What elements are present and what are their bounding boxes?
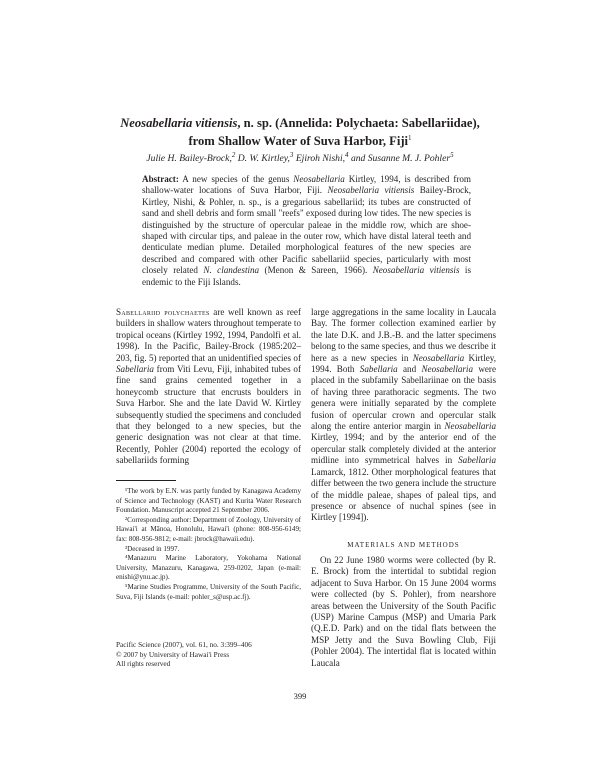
footnote-1: ¹The work by E.N. was partly funded by Kanagawa Academy of Science and Technology (KAST) and Kurita Water Research Foundation. Manuscript accepted 21 September 2006.: [116, 487, 301, 515]
footnote-3: ³Deceased in 1997.: [125, 544, 180, 553]
abstract-label: Abstract:: [142, 174, 179, 184]
text-run: Kirtley, 1994. Both: [311, 352, 496, 375]
methods-heading: MATERIALS AND METHODS: [347, 541, 460, 549]
intro-paragraph-right: [311, 307, 496, 524]
intro-right-body: [311, 307, 496, 522]
text-run: (Menon & Sareen, 1966).: [259, 265, 373, 276]
italic-run: N. clandestina: [203, 265, 260, 276]
journal-citation: Pacific Science (2007), vol. 61, no. 3:399–406: [116, 640, 252, 649]
author-3: Ejiroh Nishi,: [295, 153, 346, 164]
journal-copyright: © 2007 by University of Hawai'i Press: [116, 649, 230, 659]
text-run: Lamarck, 1812. Other morphological features that differ between the two genera include the structure of the middle paleae, shapes of paleal tips, and presence or absence of nuchal spines (see in Kirtley [1994]).: [311, 466, 496, 523]
author-2: D. W. Kirtley,: [237, 153, 290, 164]
italic-run: Neosabellaria: [412, 352, 465, 363]
text-run: were placed in the subfamily Sabellariinae on the basis of having three parathoracic segments. The two genera were initially separated by the complete fusion of opercular crown and opercular stalk along the entire anterior margin in: [311, 364, 496, 432]
text-run: Kirtley, 1994, is described from shallow-water locations of Suva Harbor, Fiji.: [142, 174, 471, 196]
author-3-marker: 4: [345, 150, 349, 159]
intro-left-body: [116, 307, 301, 465]
title-line2: from Shallow Water of Suva Harbor, Fiji: [188, 134, 409, 148]
article-title: [100, 114, 500, 150]
italic-run: Neosabellaria: [421, 364, 473, 375]
author-4-marker: 5: [450, 150, 454, 159]
intro-paragraph-left: [116, 307, 301, 467]
intro-lead-smallcaps: Sabellariid polychaetes: [116, 307, 210, 317]
journal-rights: All rights reserved: [116, 659, 171, 669]
text-run: Bailey-Brock, Kirtley, Nishi, & Pohler, n. sp., is a gregarious sabellariid; its tubes are constructed of sand and shell debris and form small "reefs" exposed during low tides. The new species is distinguished by the structure of opercular paleae in the middle row, which are shoe-shaped with circular tips, and paleae in the outer row, which have distal lateral teeth and denticulate median plume. Detailed morphological features of the new species are described and compared with other Pacific sabellariid species, particularly with most closely related: [142, 185, 471, 276]
abstract-body: [142, 174, 471, 287]
text-run: A new species of the genus: [178, 174, 294, 184]
author-4: and Susanne M. J. Pohler: [350, 153, 451, 164]
author-list: [110, 152, 490, 165]
page-number: 399: [293, 691, 307, 701]
text-run: large aggregations in the same locality in Laucala Bay. The former collection examined earlier by the late D.K. and J.B.-B. and the latter specimens belong to the same species, and thus we describe it here as a new species in: [311, 307, 496, 363]
italic-run: Sabellaria: [359, 364, 398, 375]
title-line1-rest: , n. sp. (Annelida: Polychaeta: Sabellariidae),: [237, 116, 480, 130]
text-run: is endemic to the Fiji Islands.: [142, 265, 471, 287]
author-1: Julie H. Bailey-Brock,: [146, 153, 232, 164]
italic-run: Neosabellaria: [293, 174, 345, 184]
footnotes: [116, 487, 301, 602]
italic-run: Neosabellaria vitiensis: [372, 265, 460, 276]
journal-info: [116, 640, 301, 669]
title-species-name: Neosabellaria vitiensis: [120, 116, 238, 130]
italic-run: Neosabellaria vitiensis: [327, 185, 415, 196]
text-run: from Viti Levu, Fiji, inhabited tubes of fine sand grains cemented together in a honeycomb structure that encrusts boulders in Suva Harbor. She and the late David W. Kirtley subsequently studied the specimens and concluded that they belonged to a new species, but the generic designation was not clear at that time. Recently, Pohler (2004) reported the ecology of sabellariids forming: [116, 364, 301, 466]
title-footnote-marker: 1: [408, 133, 412, 142]
footnote-divider: [116, 480, 176, 481]
author-2-marker: 3: [289, 150, 294, 159]
italic-run: Sabellaria: [116, 364, 154, 375]
text-run: and: [397, 364, 422, 375]
footnote-4: ⁴Manazuru Marine Laboratory, Yokohama National University, Manazuru, Kanagawa, 259-0202, Japan (e-mail: enishi@ynu.ac.jp).: [116, 554, 301, 582]
footnote-5: ⁵Marine Studies Programme, University of the South Pacific, Suva, Fiji Islands (e-mail: pohler_s@usp.ac.fj).: [116, 582, 301, 601]
text-run: Kirtley, 1994; and by the anterior end of the opercular stalk completely divided at the anterior midline into symmetrical halves in: [311, 432, 496, 466]
footnote-2: ²Corresponding author: Department of Zoology, University of Hawai'i at Mānoa, Honolulu, Hawai'i (phone: 808-956-6149; fax: 808-956-9812; e-mail: jbrock@hawaii.edu).: [116, 515, 301, 543]
abstract: [142, 174, 471, 288]
italic-run: Sabellaria: [458, 455, 496, 466]
methods-paragraph: On 22 June 1980 worms were collected (by R. E. Brock) from the intertidal to subtidal region adjacent to Suva Harbor. On 15 June 2004 worms were collected (by S. Pohler), from nearshore areas between the University of the South Pacific (USP) Marine Campus (MSP) and Umaria Park (Q.E.D. Park) and on the tidal flats between the MSP Jetty and the Suva Bowling Club, Fiji (Pohler 2004). The intertidal flat is located within Laucala: [311, 555, 496, 668]
italic-run: Neosabellaria: [444, 421, 496, 432]
author-1-marker: 2: [231, 150, 236, 159]
text-run: are well known as reef builders in shallow waters throughout temperate to tropical oceans (Kirtley 1992, 1994, Pandolfi et al. 1998). In the Pacific, Bailey-Brock (1985:202–203, fig. 5) reported that an unidentified species of: [116, 307, 301, 363]
